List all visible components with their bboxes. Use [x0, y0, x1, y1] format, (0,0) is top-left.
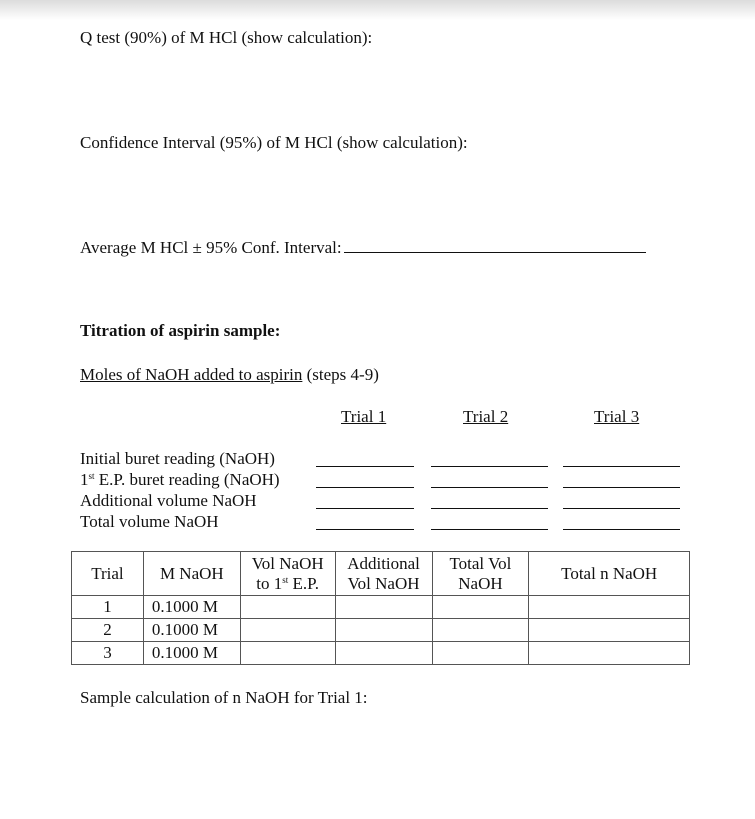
blank-additional-trial-3[interactable]: [563, 508, 680, 509]
header-total-n-naoh: Total n NaOH: [529, 552, 690, 596]
table-header-row: [72, 552, 690, 596]
blank-total-trial-1[interactable]: [316, 529, 414, 530]
header-total-vol: Total Vol NaOH: [432, 552, 529, 596]
trial-1-header: Trial 1: [341, 407, 387, 426]
blank-initial-trial-3[interactable]: [563, 466, 680, 467]
m-naoh-value: 0.1000 M: [143, 642, 240, 665]
m-naoh-value: 0.1000 M: [143, 596, 240, 619]
cell-vol-ep[interactable]: [240, 642, 335, 665]
cell-total-n[interactable]: [529, 619, 690, 642]
average-interval-blank[interactable]: [344, 251, 646, 253]
cell-total-n[interactable]: [529, 642, 690, 665]
header-trial: Trial: [72, 552, 144, 596]
m-naoh-value: 0.1000 M: [143, 619, 240, 642]
cell-total-vol[interactable]: [432, 642, 529, 665]
blank-total-trial-2[interactable]: [431, 529, 548, 530]
blank-initial-trial-2[interactable]: [431, 466, 548, 467]
trial-2-header: Trial 2: [463, 407, 509, 426]
q-test-label: Q test (90%) of M HCl (show calculation):: [80, 28, 373, 47]
additional-volume-label: Additional volume NaOH: [80, 491, 257, 510]
moles-heading: [80, 365, 379, 385]
blank-initial-trial-1[interactable]: [316, 466, 414, 467]
cell-additional[interactable]: [335, 596, 432, 619]
cell-additional[interactable]: [335, 642, 432, 665]
cell-vol-ep[interactable]: [240, 619, 335, 642]
moles-heading-underlined: Moles of NaOH added to aspirin: [80, 365, 303, 384]
endpoint-reading-label: 1st E.P. buret reading (NaOH): [80, 470, 280, 489]
trial-number: 2: [72, 619, 144, 642]
confidence-interval-label: Confidence Interval (95%) of M HCl (show calculation):: [80, 133, 468, 152]
table-row: [72, 619, 690, 642]
cell-total-n[interactable]: [529, 596, 690, 619]
table-row: [72, 642, 690, 665]
average-interval-row: [80, 238, 646, 258]
blank-endpoint-trial-3[interactable]: [563, 487, 680, 488]
blank-total-trial-3[interactable]: [563, 529, 680, 530]
cell-total-vol[interactable]: [432, 619, 529, 642]
top-shadow: [0, 0, 755, 20]
trial-number: 1: [72, 596, 144, 619]
buret-readings: [80, 448, 280, 532]
blank-additional-trial-2[interactable]: [431, 508, 548, 509]
blank-additional-trial-1[interactable]: [316, 508, 414, 509]
blank-endpoint-trial-1[interactable]: [316, 487, 414, 488]
section-title: Titration of aspirin sample:: [80, 321, 281, 340]
header-additional-vol: Additional Vol NaOH: [335, 552, 432, 596]
naoh-data-table: [71, 551, 690, 665]
cell-total-vol[interactable]: [432, 596, 529, 619]
moles-heading-steps: (steps 4-9): [302, 365, 379, 384]
header-m-naoh: M NaOH: [143, 552, 240, 596]
cell-additional[interactable]: [335, 619, 432, 642]
sample-calculation-label: Sample calculation of n NaOH for Trial 1:: [80, 688, 368, 707]
initial-reading-label: Initial buret reading (NaOH): [80, 449, 275, 468]
blank-endpoint-trial-2[interactable]: [431, 487, 548, 488]
total-volume-label: Total volume NaOH: [80, 512, 219, 531]
table-row: [72, 596, 690, 619]
average-interval-label: Average M HCl ± 95% Conf. Interval:: [80, 238, 342, 257]
trial-number: 3: [72, 642, 144, 665]
trial-3-header: Trial 3: [594, 407, 640, 426]
cell-vol-ep[interactable]: [240, 596, 335, 619]
header-vol-naoh-ep: Vol NaOH to 1st E.P.: [240, 552, 335, 596]
